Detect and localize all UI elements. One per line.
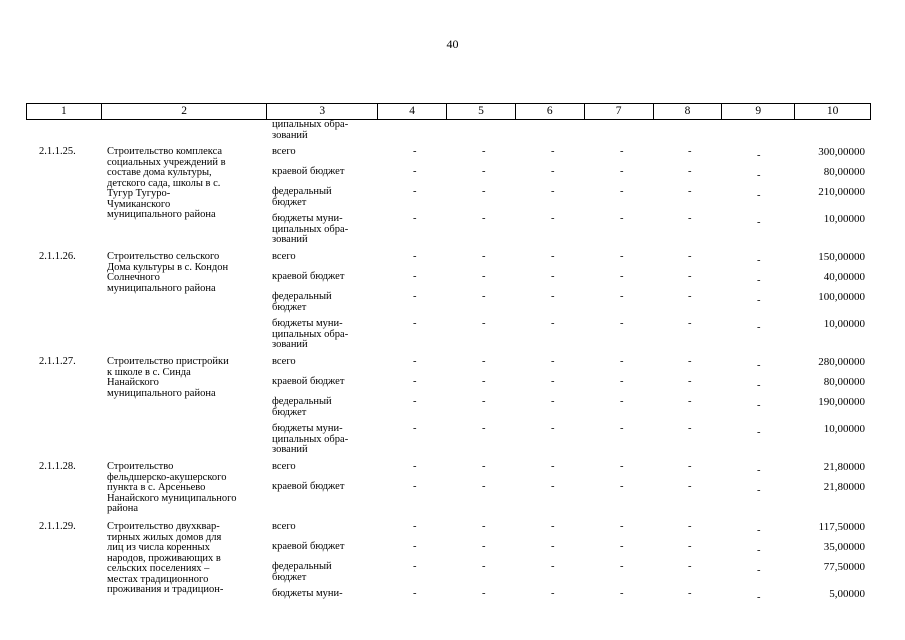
- empty-cell-col9: -: [757, 465, 761, 476]
- header-cell-4: 4: [378, 104, 447, 119]
- empty-cell-col8: -: [688, 146, 692, 157]
- empty-cell-col5: -: [482, 541, 486, 552]
- item-name-line: Нанайского: [107, 377, 159, 388]
- empty-cell-col9: -: [757, 545, 761, 556]
- funding-source-line: федеральный: [272, 186, 332, 197]
- total-value: 35,00000: [823, 541, 865, 553]
- empty-cell-col9: -: [757, 217, 761, 228]
- empty-cell-col7: -: [620, 291, 624, 302]
- item-name: [107, 147, 267, 221]
- empty-cell-col9: -: [757, 400, 761, 411]
- item-name-line: Строительство пристройки: [107, 356, 229, 367]
- item-name-line: Солнечного: [107, 272, 160, 283]
- item-name-line: тирных жилых домов для: [107, 531, 222, 543]
- empty-cell-col6: -: [551, 186, 555, 197]
- funding-source: [272, 147, 376, 158]
- funding-source-line: бюджет: [272, 301, 307, 313]
- empty-cell-col9: -: [757, 380, 761, 391]
- empty-cell-col6: -: [551, 481, 555, 492]
- empty-cell-col6: -: [551, 356, 555, 367]
- empty-cell-col5: -: [482, 396, 486, 407]
- empty-cell-col5: -: [482, 213, 486, 224]
- empty-cell-col4: -: [413, 186, 417, 197]
- funding-source-line: бюджеты муни-: [272, 213, 343, 224]
- empty-cell-col8: -: [688, 271, 692, 282]
- item-name-line: Строительство двухквар-: [107, 521, 220, 532]
- empty-cell-col4: -: [413, 561, 417, 572]
- empty-cell-col5: -: [482, 521, 486, 532]
- empty-cell-col5: -: [482, 166, 486, 177]
- item-name-line: муниципального района: [107, 387, 216, 399]
- empty-cell-col9: -: [757, 150, 761, 161]
- empty-cell-col6: -: [551, 561, 555, 572]
- item-name-line: муниципального района: [107, 209, 216, 220]
- item-name: [107, 522, 267, 596]
- empty-cell-col5: -: [482, 561, 486, 572]
- empty-cell-col4: -: [413, 376, 417, 387]
- empty-cell-col5: -: [482, 186, 486, 197]
- item-name: [107, 357, 267, 399]
- empty-cell-col4: -: [413, 356, 417, 367]
- empty-cell-col4: -: [413, 291, 417, 302]
- continued-line: зований: [272, 129, 308, 141]
- empty-cell-col8: -: [688, 376, 692, 387]
- empty-cell-col6: -: [551, 541, 555, 552]
- empty-cell-col8: -: [688, 251, 692, 262]
- empty-cell-col9: -: [757, 295, 761, 306]
- funding-source: [272, 187, 376, 208]
- continued-source-text: [272, 120, 348, 141]
- empty-cell-col7: -: [620, 461, 624, 472]
- total-value: 40,00000: [823, 271, 865, 283]
- empty-cell-col7: -: [620, 318, 624, 329]
- empty-cell-col8: -: [688, 291, 692, 302]
- empty-cell-col7: -: [620, 146, 624, 157]
- item-name-line: лиц из числа коренных: [107, 542, 210, 553]
- item-name-line: народов, проживающих в: [107, 552, 221, 564]
- empty-cell-col4: -: [413, 271, 417, 282]
- empty-cell-col4: -: [413, 423, 417, 434]
- empty-cell-col6: -: [551, 423, 555, 434]
- empty-cell-col9: -: [757, 427, 761, 438]
- item-name-line: района: [107, 503, 139, 514]
- item-name-line: муниципального района: [107, 282, 216, 294]
- empty-cell-col9: -: [757, 275, 761, 286]
- funding-source-line: бюджеты муни-: [272, 588, 343, 599]
- empty-cell-col4: -: [413, 396, 417, 407]
- funding-source: [272, 462, 376, 473]
- empty-cell-col8: -: [688, 166, 692, 177]
- item-name-line: составе дома культуры,: [107, 167, 212, 178]
- funding-source: [272, 292, 376, 313]
- funding-source: [272, 522, 376, 533]
- empty-cell-col6: -: [551, 166, 555, 177]
- empty-cell-col9: -: [757, 322, 761, 333]
- empty-cell-col4: -: [413, 588, 417, 599]
- empty-cell-col7: -: [620, 166, 624, 177]
- empty-cell-col4: -: [413, 251, 417, 262]
- total-value: 10,00000: [823, 318, 865, 330]
- empty-cell-col8: -: [688, 423, 692, 434]
- funding-source-line: бюджет: [272, 196, 307, 208]
- empty-cell-col5: -: [482, 291, 486, 302]
- funding-source: [272, 397, 376, 418]
- funding-source: [272, 377, 376, 388]
- empty-cell-col8: -: [688, 186, 692, 197]
- funding-source-line: федеральный: [272, 291, 332, 302]
- funding-source-line: всего: [272, 521, 296, 532]
- table-header: [26, 103, 871, 120]
- funding-source-line: краевой бюджет: [272, 376, 345, 387]
- empty-cell-col8: -: [688, 588, 692, 599]
- empty-cell-col4: -: [413, 213, 417, 224]
- empty-cell-col4: -: [413, 318, 417, 329]
- total-value: 150,00000: [818, 251, 865, 263]
- empty-cell-col5: -: [482, 588, 486, 599]
- funding-source-line: зований: [272, 234, 308, 245]
- empty-cell-col6: -: [551, 396, 555, 407]
- empty-cell-col5: -: [482, 251, 486, 262]
- empty-cell-col6: -: [551, 588, 555, 599]
- empty-cell-col9: -: [757, 170, 761, 181]
- funding-source: [272, 542, 376, 553]
- empty-cell-col6: -: [551, 521, 555, 532]
- total-value: 21,80000: [823, 461, 865, 473]
- item-name-line: сельских поселениях –: [107, 563, 210, 574]
- empty-cell-col4: -: [413, 541, 417, 552]
- total-value: 117,50000: [818, 521, 865, 533]
- header-cell-5: 5: [447, 104, 516, 119]
- empty-cell-col6: -: [551, 291, 555, 302]
- funding-source-line: бюджеты муни-: [272, 318, 343, 329]
- funding-source: [272, 482, 376, 493]
- funding-source-line: краевой бюджет: [272, 481, 345, 492]
- funding-source: [272, 319, 376, 351]
- funding-source-line: ципальных обра-: [272, 433, 349, 445]
- total-value: 190,00000: [818, 396, 865, 408]
- total-value: 100,00000: [818, 291, 865, 303]
- empty-cell-col7: -: [620, 521, 624, 532]
- empty-cell-col8: -: [688, 213, 692, 224]
- item-name-line: проживания и традицион-: [107, 584, 224, 595]
- item-name-line: фельдшерско-акушерского: [107, 471, 227, 483]
- empty-cell-col7: -: [620, 588, 624, 599]
- item-number: 2.1.1.29.: [39, 521, 76, 532]
- empty-cell-col9: -: [757, 565, 761, 576]
- header-cell-10: 10: [826, 105, 839, 117]
- item-name: [107, 462, 267, 515]
- funding-source-line: бюджет: [272, 571, 307, 583]
- empty-cell-col5: -: [482, 356, 486, 367]
- empty-cell-col6: -: [551, 213, 555, 224]
- funding-source-line: зований: [272, 339, 308, 350]
- empty-cell-col4: -: [413, 481, 417, 492]
- funding-source-line: ципальных обра-: [272, 328, 349, 340]
- header-cell-9: 9: [722, 104, 795, 119]
- total-value: 21,80000: [823, 481, 865, 493]
- item-name-line: местах традиционного: [107, 573, 209, 585]
- funding-source-line: бюджеты муни-: [272, 423, 343, 434]
- empty-cell-col9: -: [757, 190, 761, 201]
- funding-source: [272, 562, 376, 583]
- empty-cell-col5: -: [482, 146, 486, 157]
- empty-cell-col7: -: [620, 213, 624, 224]
- empty-cell-col4: -: [413, 146, 417, 157]
- empty-cell-col7: -: [620, 423, 624, 434]
- empty-cell-col8: -: [688, 396, 692, 407]
- empty-cell-col7: -: [620, 541, 624, 552]
- total-value: 10,00000: [823, 213, 865, 225]
- header-cell-3: 3: [267, 104, 378, 119]
- funding-source-line: всего: [272, 461, 296, 472]
- funding-source-line: всего: [272, 356, 296, 367]
- empty-cell-col4: -: [413, 521, 417, 532]
- empty-cell-col6: -: [551, 146, 555, 157]
- item-name-line: Строительство сельского: [107, 251, 220, 262]
- total-value: 280,00000: [818, 356, 865, 368]
- item-name: [107, 252, 267, 294]
- empty-cell-col5: -: [482, 423, 486, 434]
- item-name-line: Дома культуры в с. Кондон: [107, 261, 229, 273]
- empty-cell-col9: -: [757, 360, 761, 371]
- total-value: 300,00000: [818, 146, 865, 158]
- empty-cell-col7: -: [620, 481, 624, 492]
- empty-cell-col6: -: [551, 318, 555, 329]
- total-value: 80,00000: [823, 166, 865, 178]
- funding-source: [272, 424, 376, 456]
- empty-cell-col7: -: [620, 186, 624, 197]
- empty-cell-col5: -: [482, 481, 486, 492]
- funding-source-line: федеральный: [272, 396, 332, 407]
- empty-cell-col4: -: [413, 166, 417, 177]
- empty-cell-col8: -: [688, 461, 692, 472]
- funding-source-line: федеральный: [272, 561, 332, 572]
- empty-cell-col6: -: [551, 251, 555, 262]
- funding-source: [272, 272, 376, 283]
- empty-cell-col9: -: [757, 525, 761, 536]
- item-name-line: социальных учреждений в: [107, 156, 226, 168]
- total-value: 210,00000: [818, 186, 865, 198]
- empty-cell-col9: -: [757, 592, 761, 603]
- item-name-line: Чумиканского: [107, 198, 171, 210]
- page-number: 40: [446, 37, 459, 51]
- empty-cell-col6: -: [551, 376, 555, 387]
- funding-source-line: бюджет: [272, 406, 307, 418]
- item-number: 2.1.1.26.: [39, 251, 76, 262]
- funding-source: [272, 252, 376, 263]
- item-name-line: Строительство комплекса: [107, 146, 223, 157]
- empty-cell-col5: -: [482, 318, 486, 329]
- empty-cell-col8: -: [688, 561, 692, 572]
- funding-source: [272, 589, 376, 600]
- header-cell-8: 8: [654, 104, 723, 119]
- header-cell-6: 6: [516, 104, 585, 119]
- funding-source-line: ципальных обра-: [272, 223, 349, 235]
- empty-cell-col6: -: [551, 461, 555, 472]
- funding-source: [272, 357, 376, 368]
- header-cell-2: 2: [102, 104, 268, 119]
- item-name-line: Тугур Тугуро-: [107, 188, 171, 199]
- empty-cell-col8: -: [688, 318, 692, 329]
- funding-source: [272, 167, 376, 178]
- empty-cell-col8: -: [688, 521, 692, 532]
- continued-line: ципальных обра-: [272, 119, 349, 130]
- empty-cell-col8: -: [688, 541, 692, 552]
- total-value: 77,50000: [823, 561, 865, 573]
- empty-cell-col8: -: [688, 356, 692, 367]
- empty-cell-col7: -: [620, 561, 624, 572]
- empty-cell-col9: -: [757, 255, 761, 266]
- item-name-line: Нанайского муниципального: [107, 492, 237, 504]
- empty-cell-col6: -: [551, 271, 555, 282]
- empty-cell-col7: -: [620, 251, 624, 262]
- total-value: 80,00000: [823, 376, 865, 388]
- item-number: 2.1.1.28.: [39, 461, 76, 472]
- empty-cell-col7: -: [620, 356, 624, 367]
- empty-cell-col9: -: [757, 485, 761, 496]
- item-name-line: Строительство: [107, 461, 174, 472]
- item-number: 2.1.1.27.: [39, 356, 76, 367]
- empty-cell-col5: -: [482, 271, 486, 282]
- empty-cell-col5: -: [482, 461, 486, 472]
- funding-source: [272, 214, 376, 246]
- funding-source-line: краевой бюджет: [272, 541, 345, 552]
- empty-cell-col7: -: [620, 271, 624, 282]
- total-value: 5,00000: [829, 588, 865, 600]
- funding-source-line: всего: [272, 146, 296, 157]
- empty-cell-col7: -: [620, 396, 624, 407]
- item-name-line: детского сада, школы в с.: [107, 177, 221, 189]
- empty-cell-col5: -: [482, 376, 486, 387]
- empty-cell-col7: -: [620, 376, 624, 387]
- funding-source-line: зований: [272, 444, 308, 455]
- funding-source-line: краевой бюджет: [272, 166, 345, 177]
- item-name-line: пункта в с. Арсеньево: [107, 482, 206, 493]
- funding-source-line: всего: [272, 251, 296, 262]
- header-cell-1: 1: [27, 104, 102, 119]
- total-value: 10,00000: [823, 423, 865, 435]
- item-number: 2.1.1.25.: [39, 146, 76, 157]
- empty-cell-col8: -: [688, 481, 692, 492]
- item-name-line: к школе в с. Синда: [107, 366, 191, 378]
- funding-source-line: краевой бюджет: [272, 271, 345, 282]
- header-cell-7: 7: [585, 104, 654, 119]
- empty-cell-col4: -: [413, 461, 417, 472]
